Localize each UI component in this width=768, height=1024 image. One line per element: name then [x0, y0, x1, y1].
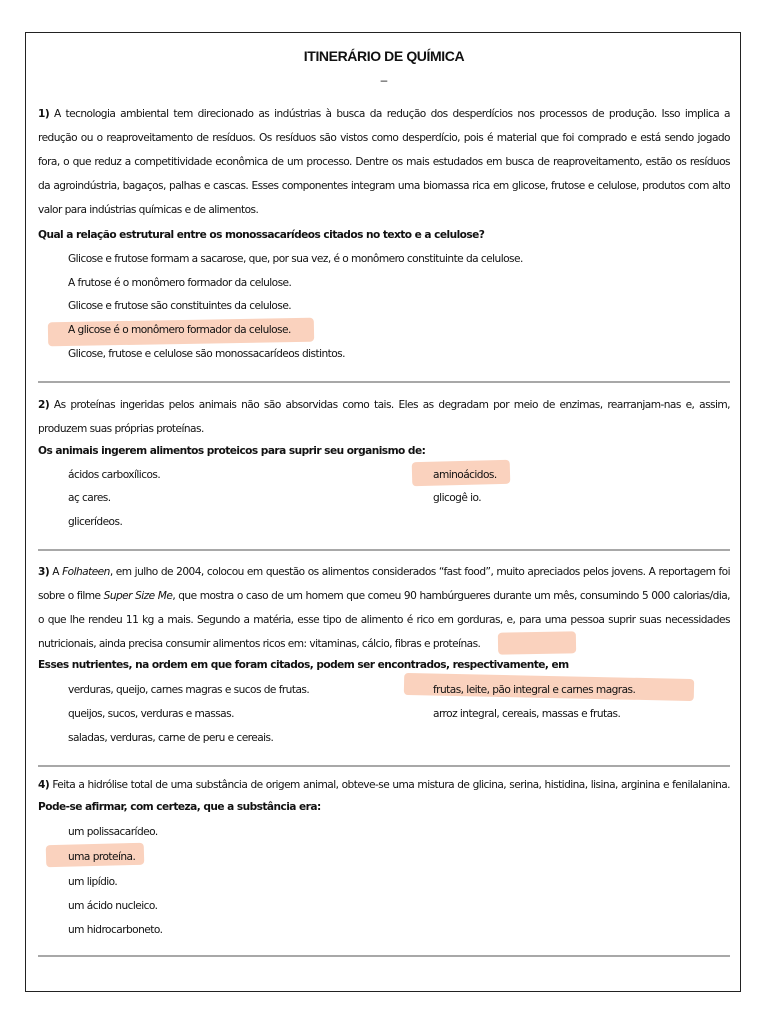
- q1-option-2[interactable]: A frutose é o monômero formador da celulose.: [68, 277, 292, 289]
- page-title: ITINERÁRIO DE QUÍMICA: [303, 48, 465, 64]
- q3-text-part: , que mostra o caso de um homem que comeu 90 hambúrgueres durante um mês, consumindo 5 000 calorias/dia, o que lhe rendeu 11 kg a mais. Segundo a matéria, esse tipo de alimento é rico em gorduras, e, para uma pessoa suprir suas necessidades nutricionais, ainda precisa consumir alimentos ricos em: vitaminas, cálcio, fibras e proteínas.: [38, 590, 730, 650]
- q3-option-4[interactable]: arroz integral, cereais, massas e frutas.: [433, 708, 621, 720]
- q4-option-5[interactable]: um hidrocarboneto.: [68, 924, 163, 936]
- q3-question: Esses nutrientes, na ordem em que foram citados, podem ser encontrados, respectivamente, em: [38, 659, 569, 671]
- q3-text-part: , em julho de 2004, colocou em questão os alimentos considerados “fast food”, muito apreciados pelos jovens. A reportagem foi sobre o filme: [38, 566, 731, 602]
- q2-text: As proteínas ingeridas pelos animais não são absorvidas como tais. Eles as degradam por meio de enzimas, rearranjam-nas e, assim, produzem suas próprias proteínas.: [38, 399, 730, 435]
- separator: [38, 955, 730, 957]
- q4-option-1[interactable]: um polissacarídeo.: [68, 826, 158, 838]
- q3-option-3[interactable]: queijos, sucos, verduras e massas.: [68, 708, 234, 720]
- q4-option-3[interactable]: um lipídio.: [68, 876, 118, 888]
- q4-statement: [38, 774, 730, 818]
- q3-statement: [38, 560, 730, 656]
- q4-option-2[interactable]: uma proteína.: [68, 851, 136, 863]
- q4-number: 4): [38, 779, 50, 791]
- q1-question: Qual a relação estrutural entre os monossacarídeos citados no texto e a celulose?: [38, 229, 485, 241]
- q3-option-2[interactable]: frutas, leite, pão integral e carnes magras.: [433, 684, 636, 696]
- q3-option-1[interactable]: verduras, queijo, carnes magras e sucos de frutas.: [68, 684, 310, 696]
- q4-text: Feita a hidrólise total de uma substância de origem animal, obteve-se uma mistura de glicina, serina, histidina, lisina, arginina e fenilalanina.: [52, 779, 730, 791]
- title-dash: –: [380, 73, 388, 87]
- q1-statement: [38, 102, 730, 222]
- q2-option-3[interactable]: aç cares.: [68, 492, 111, 504]
- q1-option-4[interactable]: A glicose é o monômero formador da celulose.: [68, 324, 291, 336]
- q2-statement: [38, 393, 730, 441]
- q3-number: 3): [38, 566, 50, 578]
- q2-option-4[interactable]: glicogê io.: [433, 492, 482, 504]
- q1-option-1[interactable]: Glicose e frutose formam a sacarose, que, por sua vez, é o monômero constituinte da celulose.: [68, 253, 523, 265]
- separator: [38, 381, 730, 383]
- q2-option-2[interactable]: aminoácidos.: [433, 469, 497, 481]
- q1-number: 1): [38, 108, 50, 120]
- q2-question: Os animais ingerem alimentos proteicos para suprir seu organismo de:: [38, 445, 426, 457]
- separator: [38, 765, 730, 767]
- q3-film-title: Super Size Me: [103, 590, 173, 602]
- q1-option-5[interactable]: Glicose, frutose e celulose são monossacarídeos distintos.: [68, 348, 345, 360]
- q1-text: A tecnologia ambiental tem direcionado as indústrias à busca da redução dos desperdícios nos processos de produção. Isso implica a redução ou o reaproveitamento de resíduos. Os resíduos são vistos como desperdício, pois é material que foi comprado e está sendo jogado fora, o que reduz a competitividade econômica de um processo. Dentre os mais estudados em busca de reaproveitamento, estão os resíduos da agroindústria, bagaços, palhas e cascas. Esses componentes integram uma biomassa rica em glicose, frutose e celulose, produtos com alto valor para indústrias químicas e de alimentos.: [38, 108, 730, 216]
- q3-option-5[interactable]: saladas, verduras, carne de peru e cereais.: [68, 732, 274, 744]
- q2-option-5[interactable]: glicerídeos.: [68, 516, 123, 528]
- q2-number: 2): [38, 399, 50, 411]
- q2-option-1[interactable]: ácidos carboxílicos.: [68, 469, 161, 481]
- q3-text-part: A: [52, 566, 63, 578]
- q4-option-4[interactable]: um ácido nucleico.: [68, 900, 158, 912]
- separator: [38, 549, 730, 551]
- q1-option-3[interactable]: Glicose e frutose são constituintes da celulose.: [68, 300, 292, 312]
- q3-publication-title: Folhateen: [62, 566, 110, 578]
- q4-question: Pode-se afirmar, com certeza, que a substância era:: [38, 801, 321, 813]
